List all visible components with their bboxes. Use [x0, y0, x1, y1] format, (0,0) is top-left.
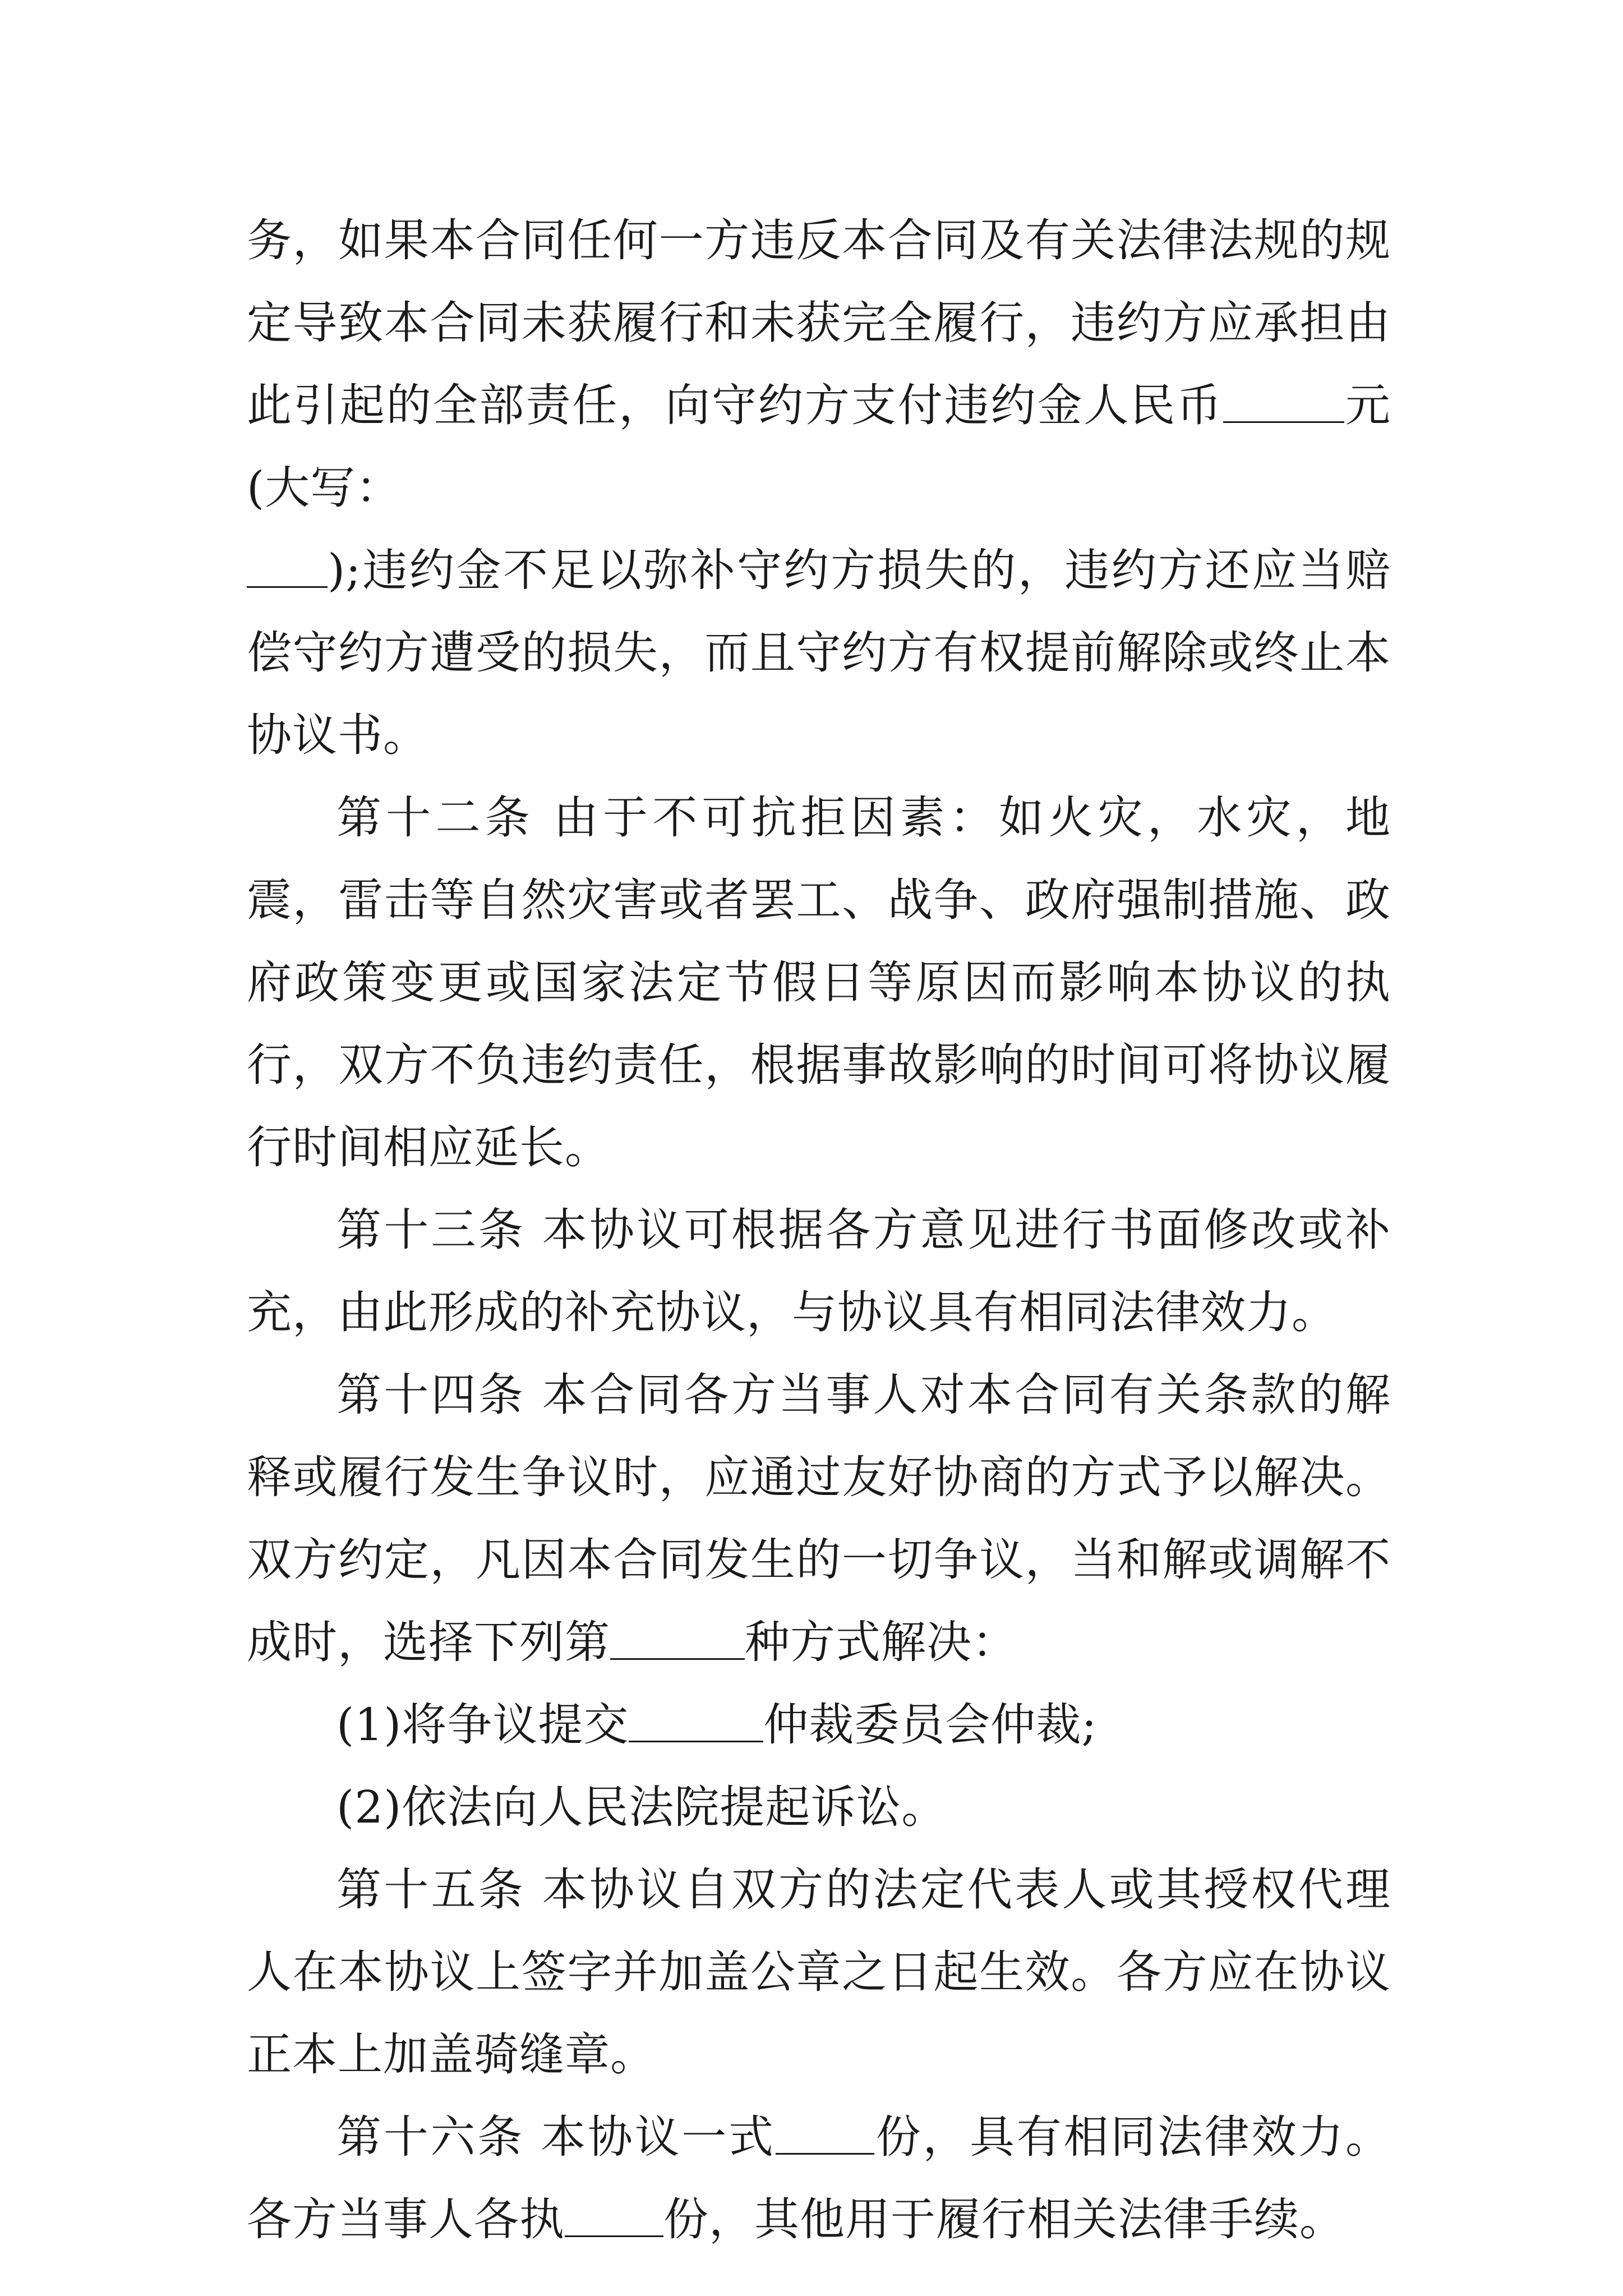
penalty-amount-words-blank [247, 546, 328, 588]
paragraph-article-12 [247, 776, 1391, 1189]
breach-text-part2: 元(大写： [247, 379, 1391, 514]
paragraph-article-14 [247, 1354, 1391, 1683]
option-1-text-part1: (1)将争议提交 [336, 1699, 629, 1751]
article-16-text-part1: 第十六条 本协议一式 [336, 2111, 776, 2163]
article-13-text: 第十三条 本协议可根据各方意见进行书面修改或补充，由此形成的补充协议，与协议具有相同法律效力。 [247, 1204, 1391, 1338]
copies-total-blank [776, 2113, 874, 2155]
dispute-method-blank [610, 1618, 745, 1660]
article-14-text-part1: 第十四条 本合同各方当事人对本合同有关条款的解释或履行发生争议时，应通过友好协商的方式予以解决。双方约定，凡因本合同发生的一切争议，当和解或调解不成时，选择下列第 [247, 1369, 1391, 1668]
article-12-text: 第十二条 由于不可抗拒因素：如火灾，水灾，地震，雷击等自然灾害或者罢工、战争、政府强制措施、政府政策变更或国家法定节假日等原因而影响本协议的执行，双方不负违约责任，根据事故影响的时间可将协议履行时间相应延长。 [247, 792, 1391, 1174]
paragraph-option-1 [247, 1683, 1391, 1766]
article-16-text-part2: 份，具有相同法律效力。各方当事人各执 [247, 2111, 1391, 2246]
paragraph-article-15 [247, 1848, 1391, 2096]
article-15-text: 第十五条 本协议自双方的法定代表人或其授权代理人在本协议上签字并加盖公章之日起生效。各方应在协议正本上加盖骑缝章。 [247, 1864, 1391, 2081]
paragraph-breach-liability [247, 199, 1391, 776]
document-page [247, 199, 1391, 2261]
option-2-text: (2)依法向人民法院提起诉讼。 [336, 1781, 947, 1833]
paragraph-article-13 [247, 1189, 1391, 1354]
article-16-text-part3: 份，其他用于履行相关法律手续。 [663, 2193, 1345, 2246]
breach-text-part1: 务，如果本合同任何一方违反本合同及有关法律法规的规定导致本合同未获履行和未获完全履行，违约方应承担由此引起的全部责任，向守约方支付违约金人民币 [247, 214, 1391, 431]
penalty-amount-blank [1223, 381, 1344, 423]
article-14-text-part2: 种方式解决： [745, 1616, 1017, 1668]
arbitration-committee-blank [629, 1700, 763, 1742]
option-1-text-part2: 仲裁委员会仲裁; [763, 1699, 1098, 1751]
paragraph-article-16 [247, 2096, 1391, 2261]
copies-each-blank [565, 2195, 663, 2237]
breach-text-part3: );违约金不足以弥补守约方损失的，违约方还应当赔偿守约方遭受的损失，而且守约方有权提前解除或终止本协议书。 [247, 544, 1391, 761]
paragraph-option-2 [247, 1766, 1391, 1848]
